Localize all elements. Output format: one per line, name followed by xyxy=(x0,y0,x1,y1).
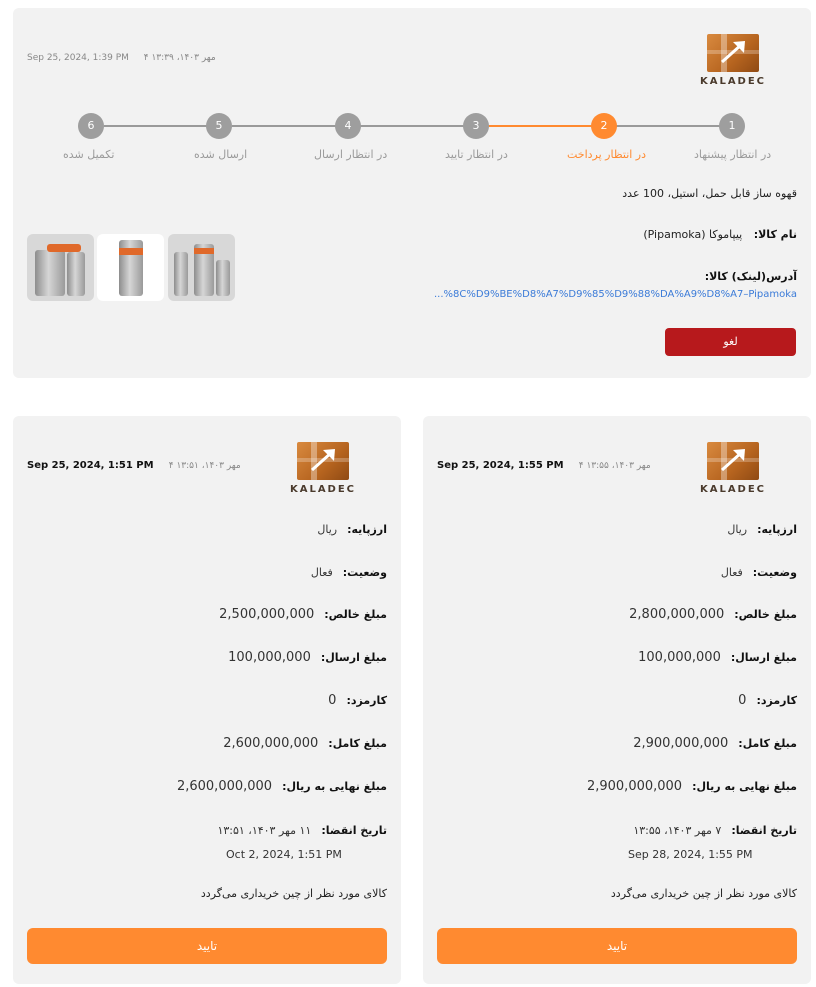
fee-value: 0 xyxy=(738,693,747,708)
product-name-label: نام کالا: xyxy=(753,228,797,241)
offer-note: کالای مورد نظر از چین خریداری می‌گردد xyxy=(200,887,387,900)
final-amount-value: 2,600,000,000 xyxy=(176,779,273,794)
shipping-amount-row xyxy=(638,650,797,665)
status-row xyxy=(721,565,797,579)
final-amount-row xyxy=(587,779,797,794)
order-description: قهوه ساز قابل حمل، استیل، 100 عدد xyxy=(622,187,797,200)
final-amount-row xyxy=(177,779,387,794)
total-amount-value: 2,900,000,000 xyxy=(633,736,729,751)
logo-wordmark: KALADEC xyxy=(289,484,357,495)
status-value: فعال xyxy=(720,566,743,579)
net-amount-value: 2,800,000,000 xyxy=(629,607,725,622)
step-2-circle: 2 xyxy=(591,113,617,139)
total-amount-row xyxy=(633,736,797,751)
cancel-button[interactable]: لغو xyxy=(665,328,796,356)
expiry-row xyxy=(217,823,387,837)
logo-wordmark: KALADEC xyxy=(699,76,767,87)
step-connector-active xyxy=(488,125,604,127)
order-date-fa: ۴ مهر ۱۴۰۳، ۱۳:۳۹ xyxy=(143,53,216,63)
step-connector xyxy=(616,125,732,127)
fee-row xyxy=(738,693,797,708)
fee-label: کارمزد: xyxy=(756,694,797,707)
logo-arrow-icon xyxy=(309,446,339,474)
shipping-amount-value: 100,000,000 xyxy=(638,650,721,665)
expiry-value-en: Oct 2, 2024, 1:51 PM xyxy=(226,848,342,861)
expiry-label: تاریخ انقضا: xyxy=(321,824,387,837)
net-amount-row xyxy=(219,607,387,622)
order-date xyxy=(27,53,216,63)
shipping-amount-value: 100,000,000 xyxy=(228,650,311,665)
shipping-amount-row xyxy=(228,650,387,665)
product-link[interactable]: ...%8C%D9%BE%D8%A7%D9%85%D9%88%DA%A9%D8%A7–Pipamoka xyxy=(434,289,797,300)
offer-date xyxy=(437,460,651,471)
total-amount-label: مبلغ کامل: xyxy=(328,737,387,750)
base-currency-label: ارزپایه: xyxy=(347,523,387,536)
step-5-label: ارسال شده xyxy=(194,148,248,161)
step-4-label: در انتظار ارسال xyxy=(314,148,388,161)
product-thumbnail[interactable] xyxy=(27,234,94,301)
expiry-row xyxy=(633,823,797,837)
status-value: فعال xyxy=(310,566,333,579)
final-amount-value: 2,900,000,000 xyxy=(586,779,683,794)
kaladec-logo xyxy=(699,34,767,90)
confirm-button[interactable]: تایید xyxy=(437,928,797,964)
confirm-button[interactable]: تایید xyxy=(27,928,387,964)
offer-date-fa: ۴ مهر ۱۴۰۳، ۱۳:۵۱ xyxy=(168,461,241,471)
offer-date-fa: ۴ مهر ۱۴۰۳، ۱۳:۵۵ xyxy=(578,461,651,471)
final-amount-label: مبلغ نهایی به ریال: xyxy=(282,780,387,793)
product-thumbnail[interactable] xyxy=(97,234,164,301)
step-3-label: در انتظار تایید xyxy=(445,148,508,161)
product-thumbnail[interactable] xyxy=(168,234,235,301)
status-label: وضعیت: xyxy=(752,566,797,579)
step-1-label: در انتظار پیشنهاد xyxy=(694,148,772,161)
base-currency-row xyxy=(317,522,387,536)
logo-arrow-icon xyxy=(719,446,749,474)
logo-arrow-icon xyxy=(719,38,749,66)
step-connector xyxy=(360,125,476,127)
offer-card xyxy=(13,416,401,984)
expiry-value-fa: ۷ مهر ۱۴۰۳، ۱۳:۵۵ xyxy=(633,824,722,837)
step-4-circle: 4 xyxy=(335,113,361,139)
fee-value: 0 xyxy=(328,693,337,708)
net-amount-value: 2,500,000,000 xyxy=(219,607,315,622)
offer-note: کالای مورد نظر از چین خریداری می‌گردد xyxy=(610,887,797,900)
expiry-value-fa: ۱۱ مهر ۱۴۰۳، ۱۳:۵۱ xyxy=(217,824,312,837)
offer-card xyxy=(423,416,811,984)
step-5-circle: 5 xyxy=(206,113,232,139)
final-amount-label: مبلغ نهایی به ریال: xyxy=(692,780,797,793)
order-date-en: Sep 25, 2024, 1:39 PM xyxy=(27,53,129,63)
logo-wordmark: KALADEC xyxy=(699,484,767,495)
step-connector xyxy=(232,125,348,127)
shipping-amount-label: مبلغ ارسال: xyxy=(730,651,797,664)
step-connector xyxy=(104,125,220,127)
status-row xyxy=(311,565,387,579)
offer-date xyxy=(27,460,241,471)
order-card xyxy=(13,8,811,378)
kaladec-logo xyxy=(699,442,767,498)
step-6-label: تکمیل شده xyxy=(63,148,115,161)
fee-row xyxy=(328,693,387,708)
offer-date-en: Sep 25, 2024, 1:51 PM xyxy=(27,460,154,471)
total-amount-row xyxy=(223,736,387,751)
step-1-circle: 1 xyxy=(719,113,745,139)
offer-date-en: Sep 25, 2024, 1:55 PM xyxy=(437,460,564,471)
total-amount-value: 2,600,000,000 xyxy=(223,736,319,751)
step-3-circle: 3 xyxy=(463,113,489,139)
status-label: وضعیت: xyxy=(342,566,387,579)
product-name-value: پیپاموکا (Pipamoka) xyxy=(643,228,743,241)
net-amount-label: مبلغ خالص: xyxy=(734,608,797,621)
shipping-amount-label: مبلغ ارسال: xyxy=(320,651,387,664)
total-amount-label: مبلغ کامل: xyxy=(738,737,797,750)
net-amount-row xyxy=(629,607,797,622)
step-2-label: در انتظار پرداخت xyxy=(567,148,647,161)
fee-label: کارمزد: xyxy=(346,694,387,707)
base-currency-label: ارزپایه: xyxy=(757,523,797,536)
product-link-label: آدرس(لینک) کالا: xyxy=(704,270,797,283)
net-amount-label: مبلغ خالص: xyxy=(324,608,387,621)
base-currency-value: ریال xyxy=(317,523,338,536)
expiry-value-en: Sep 28, 2024, 1:55 PM xyxy=(628,848,753,861)
base-currency-row xyxy=(727,522,797,536)
step-6-circle: 6 xyxy=(78,113,104,139)
expiry-label: تاریخ انقضا: xyxy=(731,824,797,837)
product-name-row xyxy=(643,228,797,241)
base-currency-value: ریال xyxy=(727,523,748,536)
kaladec-logo xyxy=(289,442,357,498)
